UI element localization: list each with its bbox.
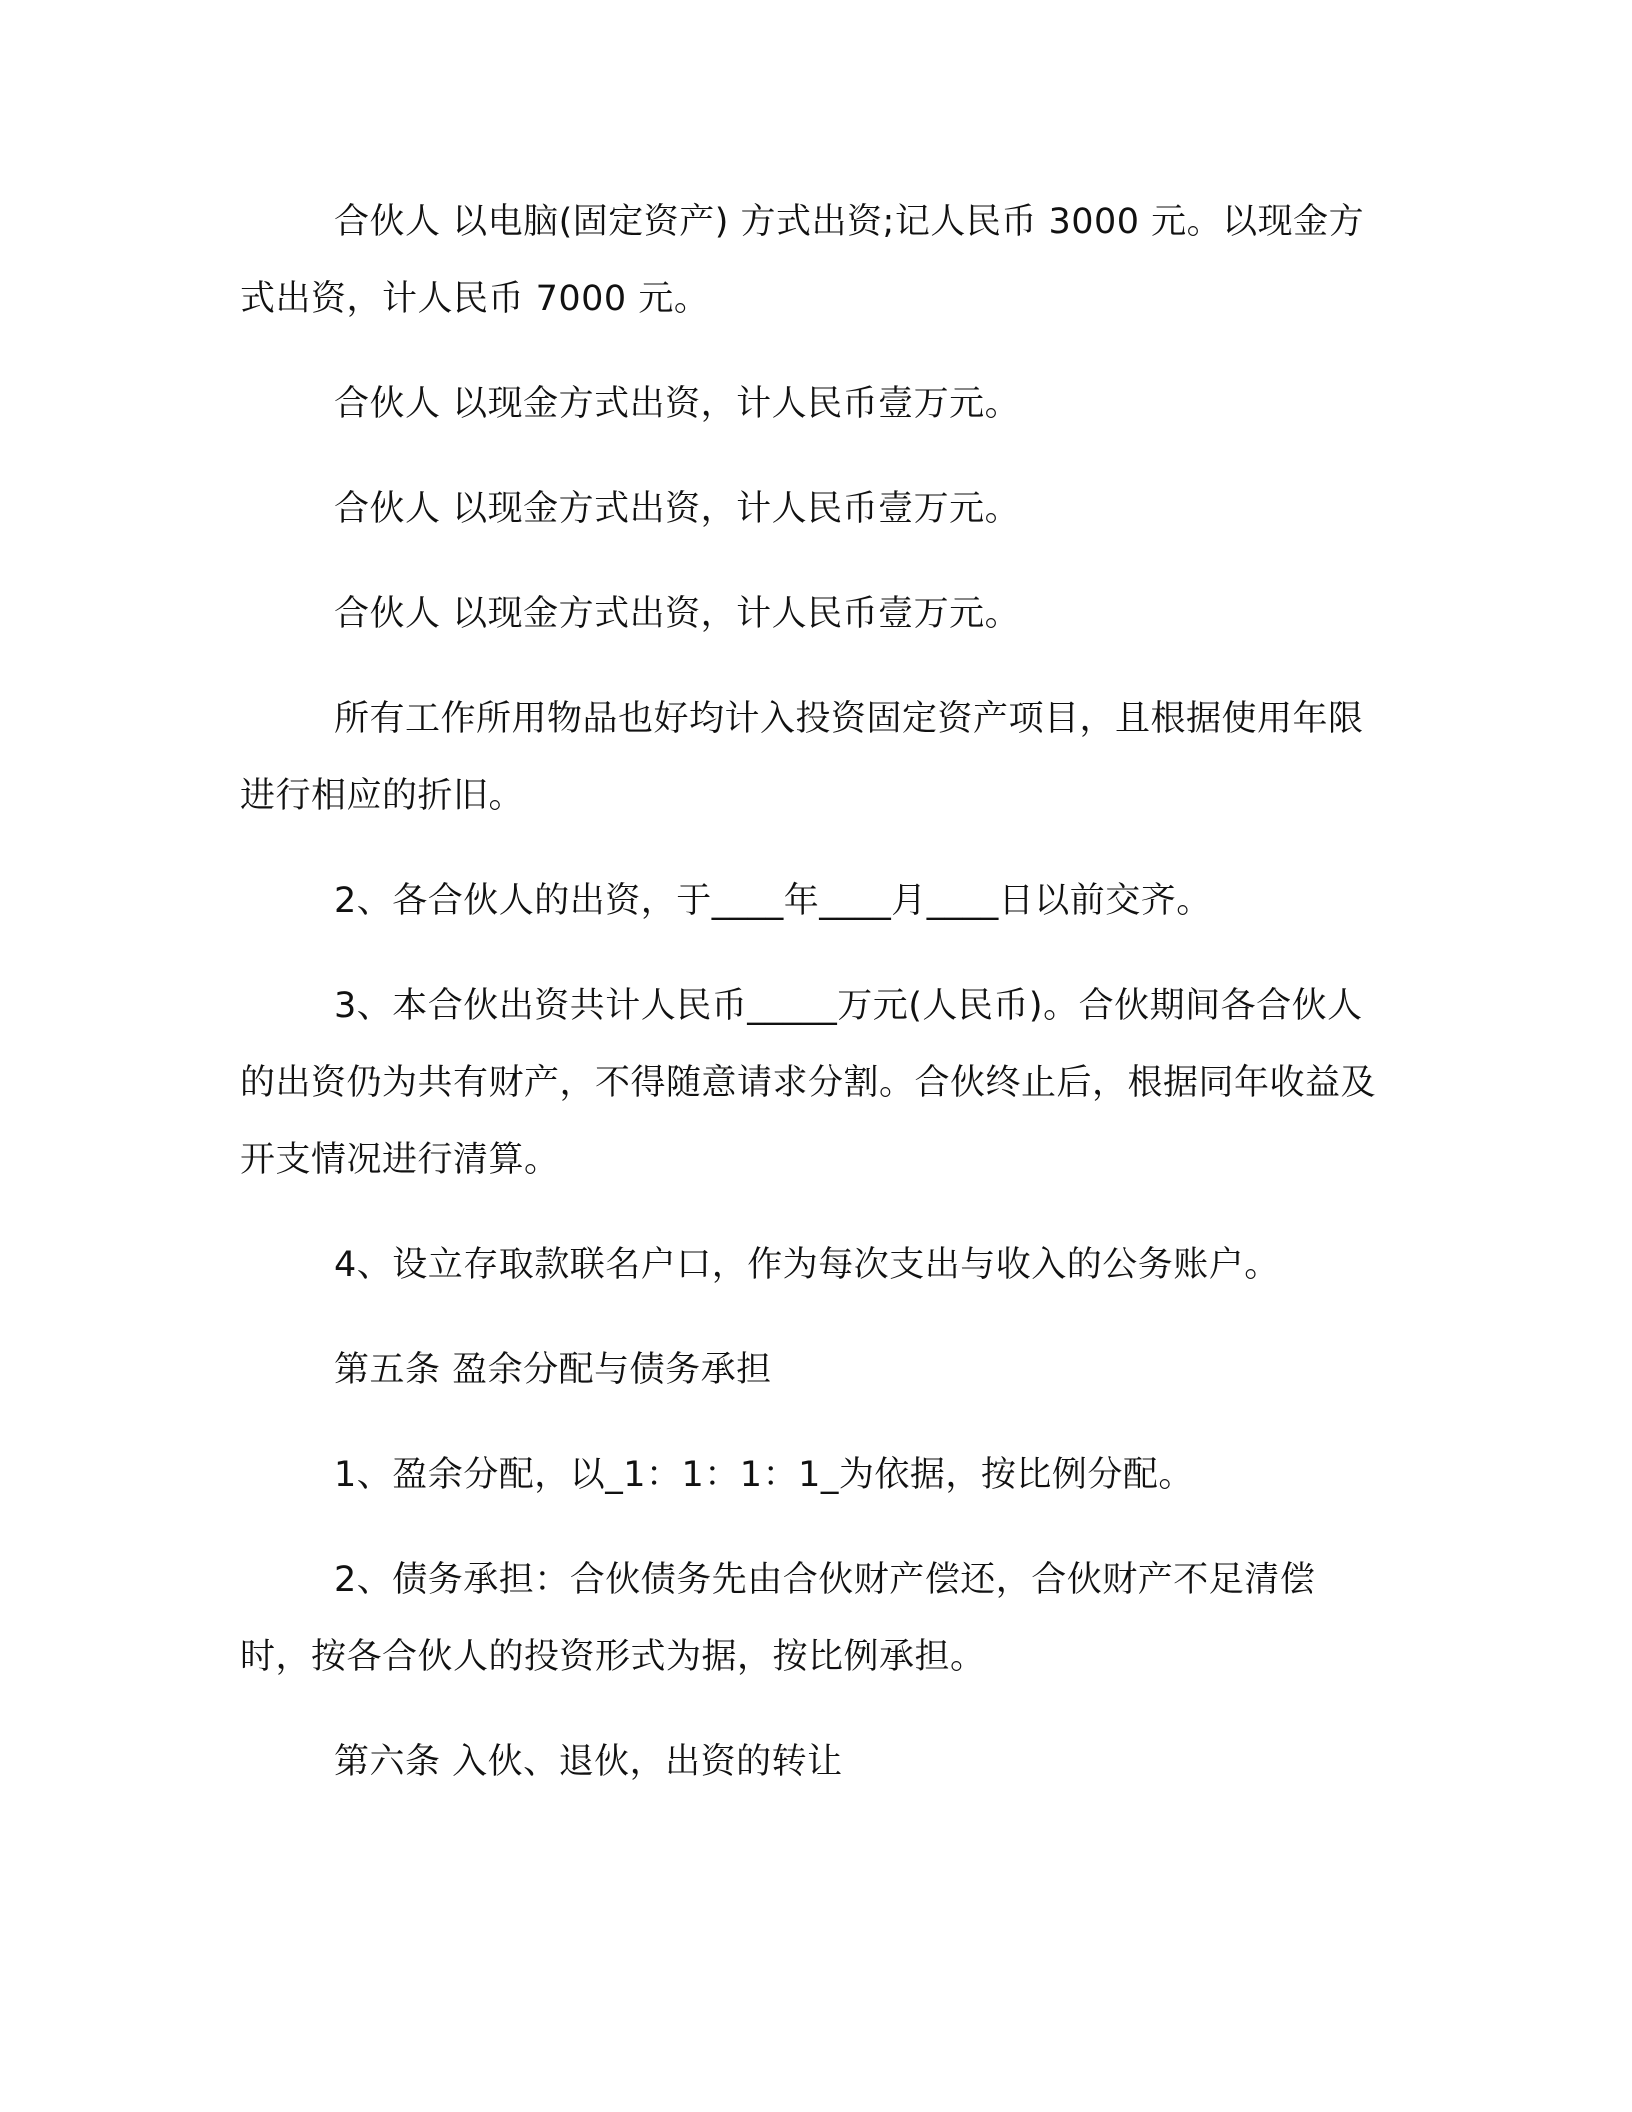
paragraph-fixed-assets: 所有工作所用物品也好均计入投资固定资产项目，且根据使用年限进行相应的折旧。 <box>240 699 1364 816</box>
paragraph-cash-contribution-1: 合伙人 以现金方式出资，计人民币壹万元。 <box>334 384 1021 424</box>
paragraph-joint-account: 4、设立存取款联名户口，作为每次支出与收入的公务账户。 <box>334 1245 1280 1285</box>
document-page <box>240 184 1380 1829</box>
paragraph-debt-liability: 2、债务承担：合伙债务先由合伙财产偿还，合伙财产不足清偿时，按各合伙人的投资形式为据，按比例承担。 <box>240 1560 1316 1677</box>
paragraph-profit-distribution: 1、盈余分配，以_1：1：1：1_为依据，按比例分配。 <box>334 1455 1194 1495</box>
article-six-heading: 第六条 入伙、退伙，出资的转让 <box>334 1742 843 1782</box>
paragraph-cash-contribution-3: 合伙人 以现金方式出资，计人民币壹万元。 <box>334 594 1021 634</box>
paragraph-computer-contribution: 合伙人 以电脑(固定资产) 方式出资;记人民币 3000 元。以现金方式出资，计人民币 7000 元。 <box>240 202 1365 319</box>
paragraph-cash-contribution-2: 合伙人 以现金方式出资，计人民币壹万元。 <box>334 489 1021 529</box>
paragraph-payment-deadline: 2、各合伙人的出资，于____年____月____日以前交齐。 <box>334 881 1212 921</box>
article-five-heading: 第五条 盈余分配与债务承担 <box>334 1350 772 1390</box>
paragraph-total-contribution: 3、本合伙出资共计人民币_____万元(人民币)。合伙期间各合伙人的出资仍为共有财产，不得随意请求分割。合伙终止后，根据同年收益及开支情况进行清算。 <box>240 986 1377 1180</box>
